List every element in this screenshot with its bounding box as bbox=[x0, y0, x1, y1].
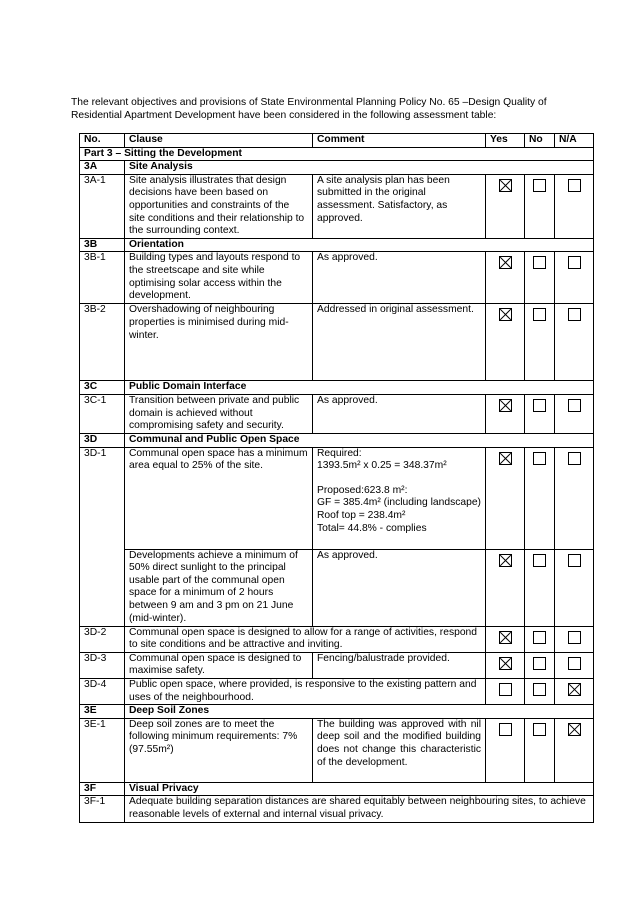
no-checkbox[interactable] bbox=[533, 179, 546, 192]
comment-calc: 1393.5m² x 0.25 = 348.37m² bbox=[317, 460, 447, 472]
row-comment: As approved. bbox=[313, 549, 486, 626]
row-clause: Overshadowing of neighbouring properties is minimised during mid-winter. bbox=[125, 304, 313, 381]
row-clause: Communal open space is designed to maximise safety. bbox=[125, 652, 313, 678]
row-no: 3A-1 bbox=[80, 174, 125, 238]
row-no: 3C-1 bbox=[80, 394, 125, 433]
table-row bbox=[80, 678, 594, 704]
table-row bbox=[80, 626, 594, 652]
table-row bbox=[80, 394, 594, 433]
table-row bbox=[80, 174, 594, 238]
section-title: Orientation bbox=[125, 238, 594, 252]
na-checkbox[interactable] bbox=[568, 723, 581, 736]
no-checkbox[interactable] bbox=[533, 308, 546, 321]
row-clause: Deep soil zones are to meet the following minimum requirements: 7% (97.55m²) bbox=[125, 718, 313, 782]
section-no: 3E bbox=[80, 705, 125, 719]
row-clause: Public open space, where provided, is responsive to the existing pattern and uses of the neighbourhood. bbox=[125, 678, 486, 704]
header-no: No. bbox=[80, 134, 125, 148]
na-checkbox[interactable] bbox=[568, 683, 581, 696]
yes-checkbox[interactable] bbox=[499, 179, 512, 192]
header-yes: Yes bbox=[486, 134, 525, 148]
row-clause: Developments achieve a minimum of 50% direct sunlight to the principal usable part of the communal open space for a minimum of 2 hours between 9 am and 3 pm on 21 June (mid-winter). bbox=[125, 549, 313, 626]
row-no: 3E-1 bbox=[80, 718, 125, 782]
yes-checkbox[interactable] bbox=[499, 631, 512, 644]
na-checkbox[interactable] bbox=[568, 399, 581, 412]
table-row bbox=[80, 447, 594, 549]
na-checkbox[interactable] bbox=[568, 631, 581, 644]
section-no: 3A bbox=[80, 161, 125, 175]
yes-checkbox[interactable] bbox=[499, 723, 512, 736]
no-checkbox[interactable] bbox=[533, 399, 546, 412]
row-no: 3B-1 bbox=[80, 252, 125, 304]
row-comment: Fencing/balustrade provided. bbox=[313, 652, 486, 678]
no-checkbox[interactable] bbox=[533, 256, 546, 269]
row-no: 3D-3 bbox=[80, 652, 125, 678]
row-comment: As approved. bbox=[313, 252, 486, 304]
row-comment: The building was approved with nil deep soil and the modified building does not change this characteristic of the development. bbox=[313, 718, 486, 782]
row-no: 3B-2 bbox=[80, 304, 125, 381]
row-no: 3D-4 bbox=[80, 678, 125, 704]
yes-checkbox[interactable] bbox=[499, 683, 512, 696]
table-row bbox=[80, 252, 594, 304]
row-comment: A site analysis plan has been submitted in the original assessment. Satisfactory, as approved. bbox=[313, 174, 486, 238]
na-checkbox[interactable] bbox=[568, 554, 581, 567]
na-checkbox[interactable] bbox=[568, 452, 581, 465]
row-clause: Communal open space is designed to allow for a range of activities, respond to site conditions and be attractive and inviting. bbox=[125, 626, 486, 652]
intro-paragraph: The relevant objectives and provisions of State Environmental Planning Policy No. 65 –Design Quality of Residential Apartment Development have been considered in the following assessment table: bbox=[71, 97, 547, 121]
section-title: Deep Soil Zones bbox=[125, 705, 594, 719]
yes-checkbox[interactable] bbox=[499, 452, 512, 465]
no-checkbox[interactable] bbox=[533, 452, 546, 465]
row-no: 3D-1 bbox=[80, 447, 125, 626]
comment-gf: GF = 385.4m² (including landscape) bbox=[317, 497, 481, 509]
no-checkbox[interactable] bbox=[533, 683, 546, 696]
row-clause: Adequate building separation distances are shared equitably between neighbouring sites, to achieve reasonable levels of external and internal visual privacy. bbox=[125, 796, 594, 822]
section-no: 3C bbox=[80, 381, 125, 395]
yes-checkbox[interactable] bbox=[499, 399, 512, 412]
comment-roof: Roof top = 238.4m² bbox=[317, 509, 406, 521]
table-row bbox=[80, 796, 594, 822]
row-clause: Communal open space has a minimum area equal to 25% of the site. bbox=[125, 447, 313, 549]
header-comment: Comment bbox=[313, 134, 486, 148]
section-title: Communal and Public Open Space bbox=[125, 433, 594, 447]
row-clause: Transition between private and public domain is achieved without compromising safety and security. bbox=[125, 394, 313, 433]
na-checkbox[interactable] bbox=[568, 256, 581, 269]
yes-checkbox[interactable] bbox=[499, 554, 512, 567]
table-row bbox=[80, 549, 594, 626]
table-row bbox=[80, 718, 594, 782]
comment-total: Total= 44.8% - complies bbox=[317, 522, 427, 534]
comment-required: Required: bbox=[317, 447, 362, 459]
section-title: Public Domain Interface bbox=[125, 381, 594, 395]
na-checkbox[interactable] bbox=[568, 657, 581, 670]
section-no: 3D bbox=[80, 433, 125, 447]
row-no: 3F-1 bbox=[80, 796, 125, 822]
table-header-row bbox=[80, 134, 594, 148]
na-checkbox[interactable] bbox=[568, 308, 581, 321]
no-checkbox[interactable] bbox=[533, 554, 546, 567]
header-clause: Clause bbox=[125, 134, 313, 148]
assessment-table bbox=[79, 133, 594, 823]
table-row bbox=[80, 304, 594, 381]
yes-checkbox[interactable] bbox=[499, 657, 512, 670]
row-no: 3D-2 bbox=[80, 626, 125, 652]
row-clause: Site analysis illustrates that design decisions have been based on opportunities and constraints of the site conditions and their relationship to the surrounding context. bbox=[125, 174, 313, 238]
section-no: 3F bbox=[80, 782, 125, 796]
header-na: N/A bbox=[555, 134, 594, 148]
yes-checkbox[interactable] bbox=[499, 256, 512, 269]
no-checkbox[interactable] bbox=[533, 657, 546, 670]
no-checkbox[interactable] bbox=[533, 631, 546, 644]
header-no-col: No bbox=[525, 134, 555, 148]
row-clause: Building types and layouts respond to the streetscape and site while optimising solar access within the development. bbox=[125, 252, 313, 304]
row-comment bbox=[313, 447, 486, 549]
section-no: 3B bbox=[80, 238, 125, 252]
part-title: Part 3 – Sitting the Development bbox=[80, 147, 594, 161]
na-checkbox[interactable] bbox=[568, 179, 581, 192]
yes-checkbox[interactable] bbox=[499, 308, 512, 321]
section-title: Site Analysis bbox=[125, 161, 594, 175]
no-checkbox[interactable] bbox=[533, 723, 546, 736]
comment-proposed: Proposed:623.8 m²: bbox=[317, 484, 408, 496]
section-title: Visual Privacy bbox=[125, 782, 594, 796]
row-comment: Addressed in original assessment. bbox=[313, 304, 486, 381]
table-row bbox=[80, 652, 594, 678]
row-comment: As approved. bbox=[313, 394, 486, 433]
